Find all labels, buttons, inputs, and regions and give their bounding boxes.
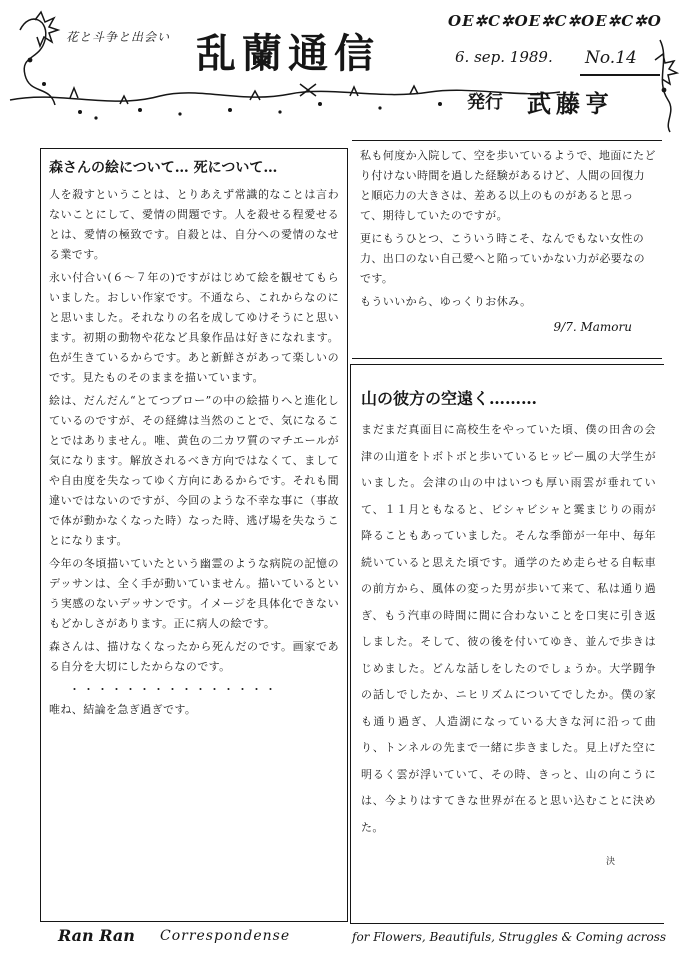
masthead-tagline: 花と斗争と出会い [66, 30, 171, 44]
newsletter-title: 乱蘭通信 [196, 30, 380, 77]
right-top-paragraph: 私も何度か入院して、空を歩いているようで、地面にたどり付けない時間を過した経験があるけど、人間の回復力と順応力の大きさは、差ある以上のものがあると思って、期待していたのですが。 [360, 149, 656, 222]
issue-date: 6. sep. 1989. [455, 48, 553, 66]
left-column-article [40, 148, 348, 922]
right-top-paragraph: もういいから、ゆっくりお休み。 [360, 295, 532, 308]
issue-underline [580, 74, 660, 76]
right-top-paragraph: 更にもうひとつ、こういう時こそ、なんでもない女性の力、出口のない自己愛へと陥っていかない力が必要なのです。 [360, 232, 645, 285]
issue-number: No.14 [585, 48, 637, 68]
footer-brand: Ran Ran [58, 926, 135, 945]
left-article-paragraph: 人を殺すということは、とりあえず常識的なことは言わないことにして、愛情の問題です。人を殺せる程愛せるとは、愛情の極致です。自殺とは、自分への愛情のなせる業です。 [49, 188, 339, 261]
left-article-paragraph: 絵は、だんだん“とてつブロー”の中の絵描りへと進化しているのですが、その経緯は当然のことで、気になることではありません。唯、黄色の二カワ質のマチエールが気になります。解放されるべき方向ではなくて、ましてや自由度を失なってゆく方向にあるからです。それも間違いではないのですが、今回のような不幸な事に（事故で体が動かなくなった時）なった時、逃げ場を失なうことになります。 [49, 394, 339, 547]
signature: 9/7. Mamoru [553, 320, 632, 334]
ellipsis-dots: ・・・・・・・・・・・・・・・ [69, 683, 279, 696]
right-top-article [352, 142, 664, 346]
correction-mark: 決 [606, 857, 616, 867]
left-article-closing: 唯ね、結論を急ぎ過ぎです。 [49, 703, 197, 716]
left-article-paragraph: 今年の冬頃描いていたという幽霊のような病院の記憶のデッサンは、全く手が動いていません。描いているという実感のないデッサンです。イメージを具体化できないもどかしさがあります。正に病人の絵です。 [49, 557, 339, 630]
masthead [0, 0, 700, 130]
divider-line [352, 140, 662, 141]
story-heading: 山の彼方の空遠く……… [361, 389, 538, 408]
left-article-paragraph: 永い付合い(６～７年の)ですがはじめて絵を観せてもらいました。おしい作家です。不通なら、これからなのにと思いました。それなりの名を成してゆけそうにと思います。初期の動物や花など具象作品は好きになれます。色が生きているからです。あと新鮮さがあって楽しいのです。見たものそのままを描いています。 [49, 271, 339, 384]
masthead-border-pattern: OE✲C✲OE✲C✲OE✲C✲O [448, 12, 662, 30]
divider-line [352, 358, 662, 359]
footer-tagline: for Flowers, Beautifuls, Struggles & Coming across [352, 930, 667, 944]
publisher-name: 武藤亨 [527, 89, 614, 118]
story-paragraph: まだまだ真面目に高校生をやっていた頃、僕の田舎の会津の山道をトボトボと歩いているヒッピー風の大学生がいました。会津の山の中はいつも厚い雨雲が垂れていて、１１月ともなると、ビシャビシャと霙まじりの雨が降ることもあっていました。そんな季節が一年中、毎年続いていると思えた頃です。通学のため走らせる自転車の前方から、風体の変った男が歩いて来て、私は通り過ぎ、もう汽車の時間に間に合わないことを口実に引き返しました。そして、彼の後を付いてゆき、並んで歩きはじめました。どんな話しをしたのでしょうか。大学闘争の話しでしたか、ニヒリズムについてでしたか。僕の家も通り過ぎ、人造湖になっている大きな河に沿って曲り、トンネルの先まで一緒に歩きました。見上げた空に明るく雲が浮いていて、その時、きっと、山の向こうには、今よりはすてきな世界が在ると思い込むことに決めた。 [361, 423, 656, 834]
publisher-label: 発行 [467, 92, 503, 113]
left-article-paragraph: 森さんは、描けなくなったから死んだのです。画家である自分を大切にしたからなのです。 [49, 640, 339, 673]
left-article-heading: 森さんの絵について… 死について… [49, 160, 278, 176]
footer-subtitle: Correspondense [160, 928, 291, 944]
right-bottom-article [350, 364, 664, 924]
